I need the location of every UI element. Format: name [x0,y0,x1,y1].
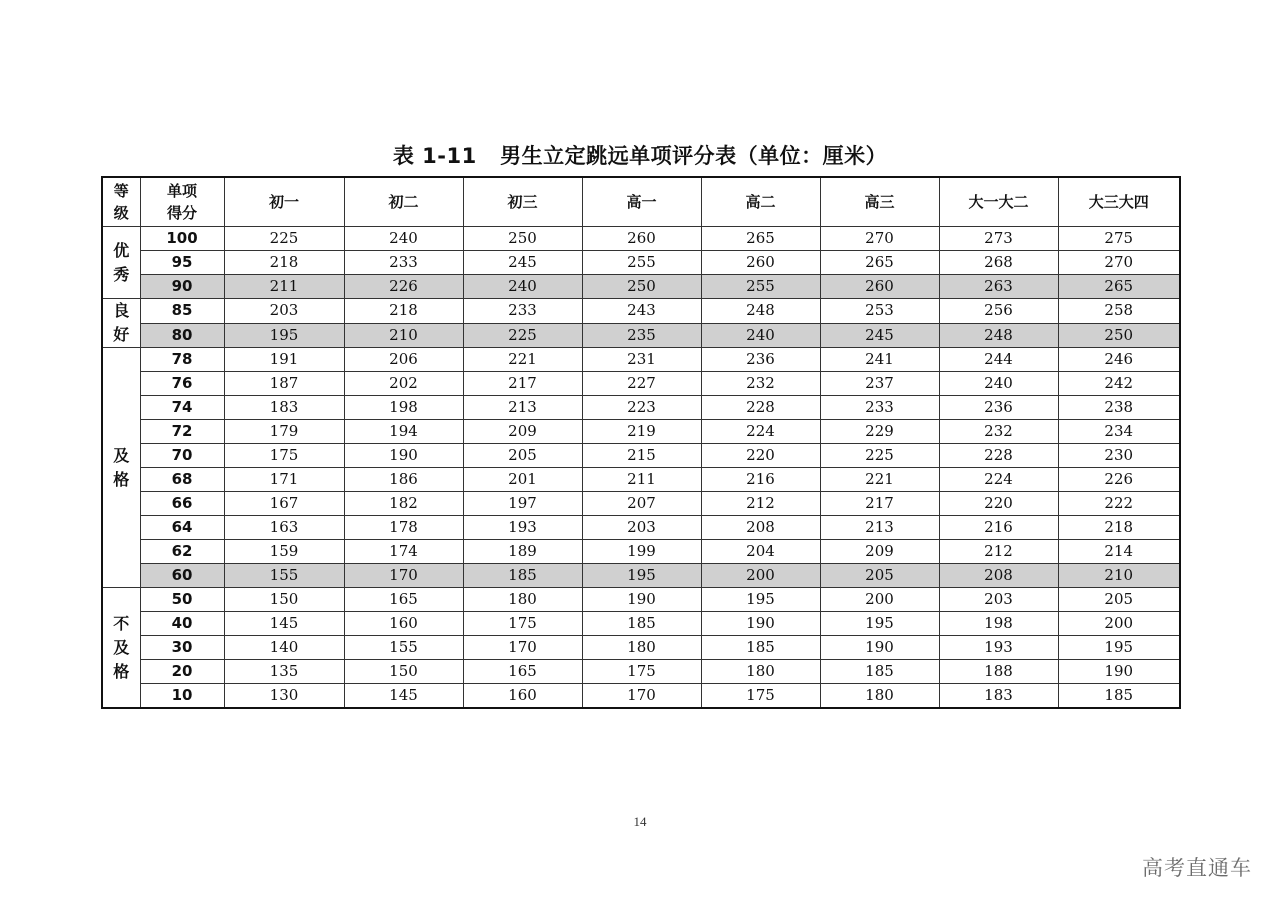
table-row [102,396,1180,420]
value-cell: 186 [344,468,463,492]
page-number: 14 [633,814,647,829]
score-cell: 62 [140,540,224,564]
value-cell: 170 [463,636,582,660]
value-cell: 231 [582,348,701,372]
score-cell: 72 [140,420,224,444]
value-cell: 250 [1058,323,1180,348]
value-cell: 185 [582,612,701,636]
value-cell: 220 [701,444,820,468]
table-row [102,420,1180,444]
value-cell: 197 [463,492,582,516]
value-cell: 175 [582,660,701,684]
value-cell: 240 [939,372,1058,396]
table-row [102,251,1180,275]
column-header: 初三 [463,177,582,227]
score-cell: 90 [140,275,224,299]
table-row [102,564,1180,588]
value-cell: 240 [701,323,820,348]
grade-column-header: 等 级 [102,177,140,227]
grade-label: 及 格 [102,348,140,588]
table-row [102,227,1180,251]
value-cell: 193 [939,636,1058,660]
table-body [102,227,1180,709]
score-cell: 76 [140,372,224,396]
value-cell: 198 [344,396,463,420]
value-cell: 206 [344,348,463,372]
score-cell: 95 [140,251,224,275]
table-row [102,299,1180,324]
value-cell: 212 [939,540,1058,564]
value-cell: 190 [582,588,701,612]
score-cell: 74 [140,396,224,420]
value-cell: 219 [582,420,701,444]
value-cell: 201 [463,468,582,492]
value-cell: 203 [224,299,344,324]
column-header: 高二 [701,177,820,227]
value-cell: 199 [582,540,701,564]
value-cell: 198 [939,612,1058,636]
watermark: 高考直通车 [1142,856,1252,880]
value-cell: 243 [582,299,701,324]
value-cell: 165 [344,588,463,612]
page-title: 表 1-11 男生立定跳远单项评分表（单位：厘米） [392,144,888,168]
score-cell: 78 [140,348,224,372]
value-cell: 180 [820,684,939,709]
value-cell: 210 [1058,564,1180,588]
value-cell: 188 [939,660,1058,684]
value-cell: 195 [582,564,701,588]
value-cell: 155 [344,636,463,660]
value-cell: 256 [939,299,1058,324]
value-cell: 185 [1058,684,1180,709]
value-cell: 130 [224,684,344,709]
value-cell: 234 [1058,420,1180,444]
grade-label: 不 及 格 [102,588,140,709]
value-cell: 195 [820,612,939,636]
value-cell: 223 [582,396,701,420]
value-cell: 180 [582,636,701,660]
value-cell: 217 [820,492,939,516]
value-cell: 232 [701,372,820,396]
value-cell: 220 [939,492,1058,516]
value-cell: 244 [939,348,1058,372]
value-cell: 233 [820,396,939,420]
score-cell: 80 [140,323,224,348]
value-cell: 242 [1058,372,1180,396]
value-cell: 195 [224,323,344,348]
value-cell: 195 [701,588,820,612]
score-cell: 85 [140,299,224,324]
table-row [102,540,1180,564]
column-header: 初一 [224,177,344,227]
value-cell: 182 [344,492,463,516]
value-cell: 248 [939,323,1058,348]
value-cell: 150 [344,660,463,684]
value-cell: 207 [582,492,701,516]
value-cell: 189 [463,540,582,564]
value-cell: 240 [344,227,463,251]
value-cell: 185 [463,564,582,588]
value-cell: 191 [224,348,344,372]
table-row [102,323,1180,348]
value-cell: 175 [224,444,344,468]
value-cell: 225 [820,444,939,468]
value-cell: 205 [820,564,939,588]
value-cell: 273 [939,227,1058,251]
value-cell: 265 [820,251,939,275]
value-cell: 240 [463,275,582,299]
value-cell: 217 [463,372,582,396]
value-cell: 224 [701,420,820,444]
score-cell: 100 [140,227,224,251]
value-cell: 159 [224,540,344,564]
value-cell: 145 [224,612,344,636]
value-cell: 185 [701,636,820,660]
value-cell: 163 [224,516,344,540]
score-cell: 60 [140,564,224,588]
value-cell: 233 [344,251,463,275]
column-header: 大三大四 [1058,177,1180,227]
column-header: 高一 [582,177,701,227]
table-row [102,468,1180,492]
value-cell: 246 [1058,348,1180,372]
value-cell: 205 [463,444,582,468]
value-cell: 200 [1058,612,1180,636]
value-cell: 155 [224,564,344,588]
score-cell: 20 [140,660,224,684]
value-cell: 204 [701,540,820,564]
value-cell: 203 [582,516,701,540]
value-cell: 190 [344,444,463,468]
score-cell: 68 [140,468,224,492]
value-cell: 221 [463,348,582,372]
value-cell: 263 [939,275,1058,299]
table-row [102,684,1180,709]
table-row [102,348,1180,372]
value-cell: 205 [1058,588,1180,612]
value-cell: 170 [344,564,463,588]
value-cell: 250 [463,227,582,251]
value-cell: 190 [820,636,939,660]
score-cell: 50 [140,588,224,612]
value-cell: 224 [939,468,1058,492]
value-cell: 212 [701,492,820,516]
table-row [102,372,1180,396]
table-row [102,636,1180,660]
value-cell: 245 [463,251,582,275]
value-cell: 222 [1058,492,1180,516]
table-header [102,177,1180,227]
table-row [102,612,1180,636]
value-cell: 233 [463,299,582,324]
value-cell: 225 [224,227,344,251]
value-cell: 167 [224,492,344,516]
value-cell: 260 [820,275,939,299]
value-cell: 208 [701,516,820,540]
value-cell: 235 [582,323,701,348]
value-cell: 238 [1058,396,1180,420]
value-cell: 237 [820,372,939,396]
value-cell: 260 [582,227,701,251]
score-cell: 64 [140,516,224,540]
value-cell: 211 [582,468,701,492]
value-cell: 268 [939,251,1058,275]
grade-label: 优 秀 [102,227,140,299]
value-cell: 218 [1058,516,1180,540]
value-cell: 218 [224,251,344,275]
value-cell: 200 [820,588,939,612]
value-cell: 270 [820,227,939,251]
value-cell: 245 [820,323,939,348]
value-cell: 160 [463,684,582,709]
value-cell: 187 [224,372,344,396]
value-cell: 213 [820,516,939,540]
value-cell: 195 [1058,636,1180,660]
value-cell: 185 [820,660,939,684]
value-cell: 179 [224,420,344,444]
table-row [102,516,1180,540]
value-cell: 255 [701,275,820,299]
value-cell: 227 [582,372,701,396]
value-cell: 165 [463,660,582,684]
value-cell: 255 [582,251,701,275]
score-table [101,176,1181,709]
value-cell: 180 [701,660,820,684]
value-cell: 174 [344,540,463,564]
value-cell: 183 [224,396,344,420]
table-row [102,492,1180,516]
value-cell: 241 [820,348,939,372]
value-cell: 226 [344,275,463,299]
score-cell: 40 [140,612,224,636]
value-cell: 171 [224,468,344,492]
score-cell: 10 [140,684,224,709]
value-cell: 190 [1058,660,1180,684]
value-cell: 178 [344,516,463,540]
value-cell: 214 [1058,540,1180,564]
value-cell: 260 [701,251,820,275]
value-cell: 193 [463,516,582,540]
value-cell: 236 [939,396,1058,420]
value-cell: 258 [1058,299,1180,324]
table-row [102,444,1180,468]
value-cell: 230 [1058,444,1180,468]
value-cell: 215 [582,444,701,468]
score-cell: 30 [140,636,224,660]
value-cell: 275 [1058,227,1180,251]
value-cell: 203 [939,588,1058,612]
value-cell: 228 [701,396,820,420]
table-row [102,275,1180,299]
value-cell: 208 [939,564,1058,588]
value-cell: 170 [582,684,701,709]
value-cell: 221 [820,468,939,492]
score-column-header: 单项 得分 [140,177,224,227]
value-cell: 236 [701,348,820,372]
value-cell: 226 [1058,468,1180,492]
value-cell: 253 [820,299,939,324]
value-cell: 229 [820,420,939,444]
value-cell: 190 [701,612,820,636]
value-cell: 265 [701,227,820,251]
value-cell: 160 [344,612,463,636]
value-cell: 209 [820,540,939,564]
value-cell: 270 [1058,251,1180,275]
value-cell: 175 [701,684,820,709]
table-row [102,660,1180,684]
value-cell: 200 [701,564,820,588]
value-cell: 194 [344,420,463,444]
value-cell: 150 [224,588,344,612]
grade-label: 良 好 [102,299,140,348]
value-cell: 202 [344,372,463,396]
value-cell: 218 [344,299,463,324]
value-cell: 216 [939,516,1058,540]
value-cell: 213 [463,396,582,420]
column-header: 高三 [820,177,939,227]
value-cell: 232 [939,420,1058,444]
value-cell: 265 [1058,275,1180,299]
value-cell: 180 [463,588,582,612]
value-cell: 135 [224,660,344,684]
value-cell: 140 [224,636,344,660]
value-cell: 211 [224,275,344,299]
table-row [102,588,1180,612]
score-cell: 70 [140,444,224,468]
value-cell: 248 [701,299,820,324]
column-header: 初二 [344,177,463,227]
value-cell: 209 [463,420,582,444]
value-cell: 210 [344,323,463,348]
header-row [102,177,1180,227]
value-cell: 145 [344,684,463,709]
value-cell: 175 [463,612,582,636]
column-header: 大一大二 [939,177,1058,227]
value-cell: 228 [939,444,1058,468]
value-cell: 183 [939,684,1058,709]
value-cell: 216 [701,468,820,492]
score-cell: 66 [140,492,224,516]
value-cell: 250 [582,275,701,299]
value-cell: 225 [463,323,582,348]
